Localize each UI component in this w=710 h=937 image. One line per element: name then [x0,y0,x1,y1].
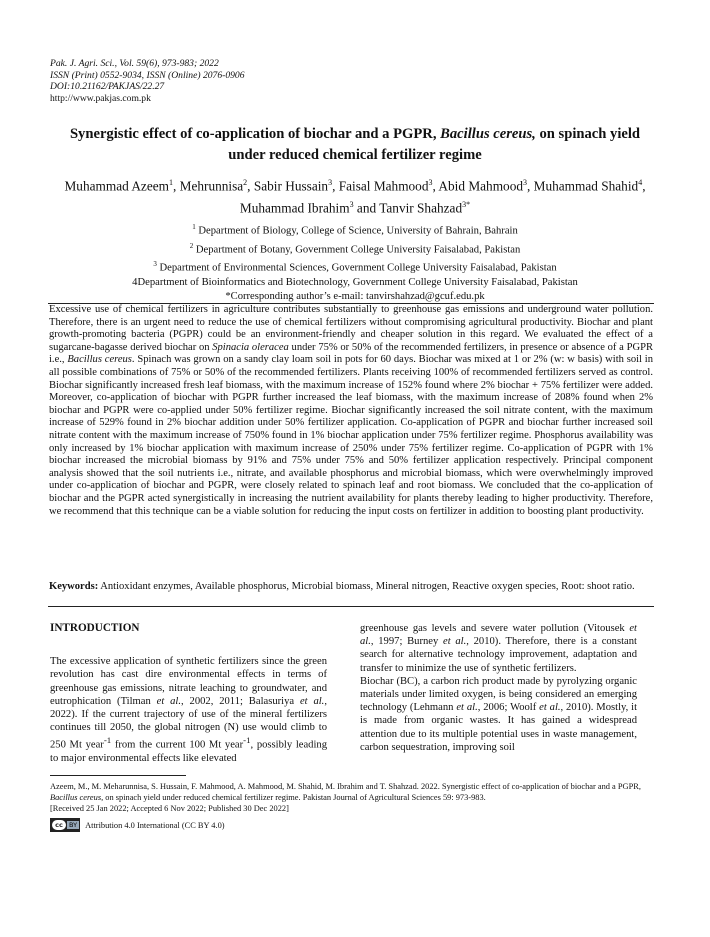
footnote-divider [50,775,186,776]
author-name: Sabir Hussain [253,178,329,194]
author-name: Mehrunnisa [179,178,244,194]
affiliation-line: 4Department of Bioinformatics and Biotechnology, Government College University Faisalabad, Pakistan [132,276,578,288]
paper-title [60,124,650,166]
author-affil-mark: 4 [638,178,643,187]
affiliation-line: $^2$ Department of Botany, Government College University Faisalabad, Pakistan [189,241,521,256]
author-list: Muhammad Azeem$^1$, Mehrunnisa$^2$, Sabir Hussain$^3$, Faisal Mahmood$^3$, Abid Mahmood$^3$, Muhammad Shahid$^4$, Muhammad Ibrahim$^3$ and Tanvir Shahzad$^{3*}$ [64,178,646,216]
intro-paragraph: Biochar (BC), a carbon rich product made by pyrolyzing organic materials under limited oxygen, is being considered an emerging technology (Lehmann et al., 2006; Woolf et al., 2010). Mostly, it is made from organic wastes. It has gained a widespread attention due to its multiple potential uses in waste management, carbon sequestration, improving soil [360,675,638,753]
keywords-text: Antioxidant enzymes, Available phosphorus, Microbial biomass, Mineral nitrogen, Reactive oxygen species, Root: shoot ratio. [98,581,635,592]
intro-paragraph: The excessive application of synthetic fertilizers since the green revolution has cast dire environmental effects in terms of greenhouse gas emissions, nitrate leaching to groundwater, and eutrophication (Tilman et al., 2002, 2011; Balasuriya et al., 2022). If the current trajectory of use of the mineral fertilizers continues till 2050, the global nitrogen (N) use would climb to 250 Mt year$^{-1}$ from the current 100 Mt year$^{-1}$, possibly leading to major environmental effects like elevated [50,656,328,765]
author-affil-mark: 3 [349,200,354,210]
author-name: Faisal Mahmood [338,178,429,194]
author-name: Muhammad Shahid [533,178,639,194]
affiliations [70,220,640,304]
author-name: Muhammad Azeem [64,178,169,194]
title-part1: Synergistic effect of co-application of biochar and a PGPR, [69,126,441,142]
author-name: Muhammad Ibrahim [239,200,350,216]
author-affil-mark: 3 [428,178,433,187]
journal-meta [50,58,245,104]
title-part2: on spinach yield under reduced chemical fertilizer regime [228,126,641,163]
author-affil-mark: 1 [168,178,173,187]
author-affil-mark: 3 [328,178,333,187]
affiliation-line: $^1$ Department of Biology, College of Science, University of Bahrain, Bahrain [192,223,518,237]
author-name: Tanvir Shahzad [379,200,463,216]
intro-left-column [50,622,327,765]
author-affil-mark: 2 [243,178,248,187]
corresponding-author: *Corresponding author’s e-mail: tanvirshahzad@gcuf.edu.pk [225,290,485,302]
abstract-text: Excessive use of chemical fertilizers in agriculture contributes substantially to greenhouse gas emissions and underground water pollution. Therefore, there is an urgent need to reduce the use of chemical fertilizers without compromising agricultural productivity. Biochar and plant growth-promoting bacteria (PGPR) could be an environment-friendly and cheaper solution in this regard. We evaluated the effect of a sugarcane-bagasse derived biochar on Spinacia oleracea under 75% or 50% of the recommended fertilizers, in presence or absence of a PGPR i.e., Bacillus cereus. Spinach was grown on a sandy clay loam soil in pots for 60 days. Biochar was mixed at 1 or 2% (w: w basis) with soil in all possible combinations of 75% or 50% of the recommended fertilizers. Plants receiving 100% of recommended fertilizers served as control. Biochar significantly increased fresh leaf biomass, with the maximum increase of 152% found where 2% biochar + 75% fertilizer were added. Moreover, co-application of biochar with PGPR further increased the leaf biomass, with the maximum increase of 208% found when 2% biochar and PGPR were co-applied under 50% fertilizer regime. Biochar significantly increased the soil nitrate content, with the maximum increase of 529% found in 2% biochar addition under 50% fertilizer application. Co-application of PGPR and biochar further increased soil nitrate content with the maximum increase of 750% found in 1% biochar application under 75% fertilizer regime. Phosphorus availability was only increased by 1% biochar application with maximum increase of 250% under 75% fertilizer regime. Co-application of PGPR with 1% biochar increased the microbial biomass by 91% and 75% under 75% and 50% fertilizer application respectively. Principal component analysis showed that the soil nutrients i.e., nitrate, and available phosphorus and microbial biomass, which were overwhelmingly improved under co-application of biochar and PGPR, were closely related to spinach leaf and root biomass. We concluded that the co-application of biochar and the PGPR acted synergistically in increasing the nutrient availability for plants thereby leading to higher productivity. Therefore, we recommend that this technique can be a viable solution for reducing the input costs on fertilizer in addition to boosting plant productivity. [49,304,653,517]
author-affil-mark: 3* [462,200,471,210]
keywords [49,581,653,594]
received-dates: [Received 25 Jan 2022; Accepted 6 Nov 2022; Published 30 Dec 2022] [50,804,289,813]
license-line [50,818,225,832]
journal-issn-line: ISSN (Print) 0552-9034, ISSN (Online) 2076-0906 [50,69,245,81]
journal-citation-line: Pak. J. Agri. Sci., Vol. 59(6), 973-983; 2022 [50,58,219,69]
cc-by-badge-icon[interactable]: cc BY [50,818,80,832]
intro-paragraph: greenhouse gas levels and severe water pollution (Vitousek et al., 1997; Burney et al., 2010). Therefore, there is a constant search for alternative technology improvement, adaptation and transfer to minimize the use of synthetic fertilizers. [360,623,637,674]
author-affil-mark: 3 [523,178,527,187]
title-species: Bacillus cereus, [440,126,536,142]
journal-doi-line: DOI:10.21162/PAKJAS/22.27 [50,81,165,92]
intro-heading: INTRODUCTION [50,622,140,634]
journal-url-link[interactable]: http://www.pakjas.com.pk [50,92,151,104]
keywords-label: Keywords: [49,581,99,592]
intro-right-column [360,622,637,754]
license-text: Attribution 4.0 International (CC BY 4.0) [85,820,225,830]
citation-footnote: Azeem, M., M. Meharunnisa, S. Hussain, F. Mahmood, A. Mahmood, M. Shahid, M. Ibrahim and T. Shahzad. 2022. Synergistic effect of co-application of biochar and a PGPR, Bacillus cereus, on spinach yield under reduced chemical fertilizer regime. Pakistan Journal of Agricultural Sciences 59: 973-983. [Received 25 Jan 2022; Accepted 6 Nov 2022; Published 30 Dec 2022] [50,781,655,814]
affiliation-line: $^3$ Department of Environmental Sciences, Government College University Faisalabad, Pakistan [153,260,557,274]
author-name: Abid Mahmood [438,178,523,194]
